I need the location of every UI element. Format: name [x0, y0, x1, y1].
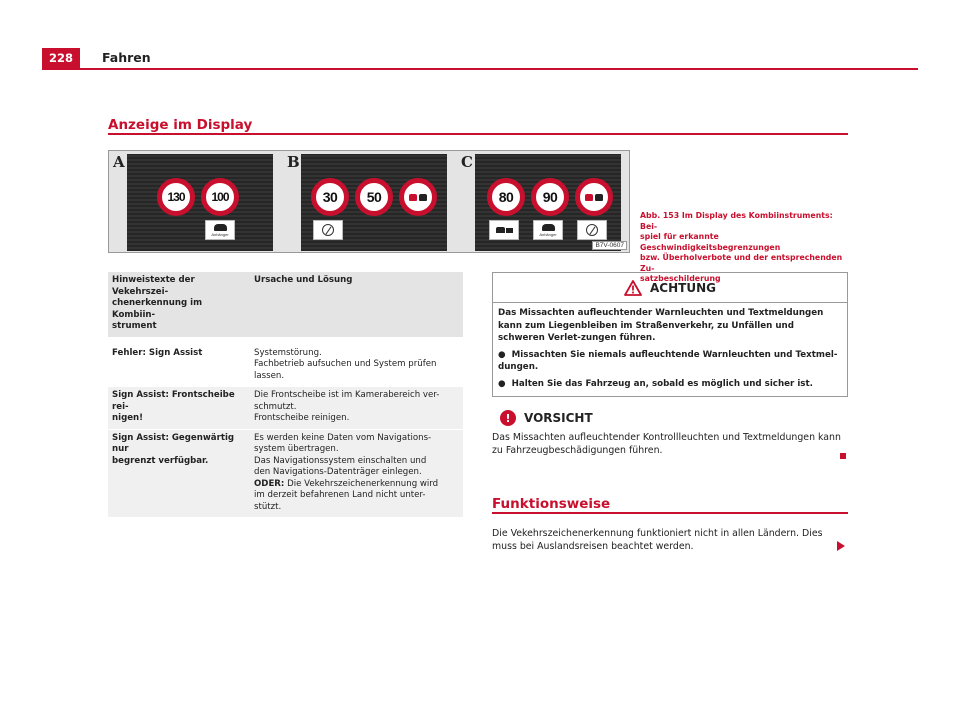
- warning-box: [492, 272, 848, 397]
- no-overtaking-sign-icon: [399, 178, 437, 216]
- display-panel-a: [127, 154, 273, 251]
- figure-caption: Abb. 153 Im Display des Kombiinstruments: Bei- spiel für erkannte Geschwindigkeitsbegrenzungen bzw. Überholverbote und der entsprechenden Zu- satzbeschilderung: [640, 211, 843, 283]
- table-cell-message: Fehler: Sign Assist: [112, 347, 203, 358]
- no-overtaking-sign-icon: [575, 178, 613, 216]
- section-title-function: Funktionsweise: [492, 496, 611, 512]
- section-rule-function: [492, 512, 848, 514]
- warning-header: [493, 273, 847, 303]
- continue-arrow-icon: [837, 541, 845, 551]
- truck-trailer-plate-icon: [489, 220, 519, 240]
- wiper-plate-icon: [313, 220, 343, 240]
- speed-limit-sign: 30: [311, 178, 349, 216]
- warning-title: ACHTUNG: [650, 280, 716, 295]
- messages-table: [108, 272, 463, 517]
- car-plate-icon: [205, 220, 235, 240]
- car-plate-icon: [533, 220, 563, 240]
- wiper-plate-icon: [577, 220, 607, 240]
- table-row: [108, 429, 463, 518]
- display-panel-b: [301, 154, 447, 251]
- table-cell-solution: Die Frontscheibe ist im Kamerabereich ver- schmutzt. Frontscheibe reinigen.: [254, 390, 440, 423]
- caution-exclamation-icon: !: [500, 410, 516, 426]
- speed-limit-sign: 130: [157, 178, 195, 216]
- caution-header: [500, 410, 593, 426]
- plate-text: Anhänger: [211, 231, 229, 237]
- speed-limit-sign: 100: [201, 178, 239, 216]
- page-number: 228: [42, 48, 80, 68]
- warning-body: [493, 303, 847, 396]
- plate-text: Anhänger: [539, 231, 557, 237]
- table-header-col1: Hinweistexte der Vekehrszei- chenerkennung im Kombiin- strument: [112, 275, 203, 331]
- table-header: [108, 272, 463, 337]
- section-title-display: Anzeige im Display: [108, 117, 253, 133]
- display-figure: [108, 150, 630, 253]
- warning-triangle-icon: [624, 280, 642, 296]
- table-cell-message: Sign Assist: Gegenwärtig nur begrenzt verfügbar.: [112, 432, 235, 466]
- speed-limit-sign: 50: [355, 178, 393, 216]
- caution-text: Das Missachten aufleuchtender Kontrollleuchten und Textmeldungen kann zu Fahrzeugbeschädigungen führen.: [492, 432, 841, 456]
- table-header-col2: Ursache und Lösung: [254, 275, 353, 285]
- chapter-title: Fahren: [102, 50, 151, 65]
- table-row: [108, 386, 463, 429]
- panel-letter-c: C: [461, 153, 473, 171]
- table-cell-solution: Es werden keine Daten vom Navigations- system übertragen. Das Navigationssystem einschalten und den Navigations-Datenträger einlegen. ODER: Die Vekehrszeichenerkennung wird im derzeit befahrenen Land nicht unter- stützt.: [254, 432, 439, 512]
- caution-title: VORSICHT: [524, 411, 593, 425]
- table-row: [108, 337, 463, 387]
- panel-letter-a: A: [113, 153, 125, 171]
- speed-limit-sign: 90: [531, 178, 569, 216]
- display-panel-c: [475, 154, 621, 251]
- warning-intro: Das Missachten aufleuchtender Warnleuchten und Textmeldungen kann zum Liegenbleiben im Straßenverkehr, zu Unfällen und schweren Verlet-zungen führen.: [498, 308, 824, 343]
- warning-bullet: ● Missachten Sie niemals aufleuchtende Warnleuchten und Textmel-dungen.: [498, 349, 838, 372]
- header-rule: [42, 68, 918, 70]
- table-cell-message: Sign Assist: Frontscheibe rei- nigen!: [112, 390, 235, 423]
- panel-letter-b: B: [287, 153, 300, 171]
- section-rule-display: [108, 133, 848, 135]
- table-cell-solution: Systemstörung. Fachbetrieb aufsuchen und System prüfen lassen.: [254, 347, 437, 381]
- figure-code: B7V-0607: [592, 241, 627, 250]
- function-text: Die Vekehrszeichenerkennung funktioniert nicht in allen Ländern. Dies muss bei Auslandsreisen beachtet werden.: [492, 528, 823, 552]
- speed-limit-sign: 80: [487, 178, 525, 216]
- section-end-marker-icon: [840, 453, 846, 459]
- warning-bullet: ● Halten Sie das Fahrzeug an, sobald es möglich und sicher ist.: [498, 378, 813, 389]
